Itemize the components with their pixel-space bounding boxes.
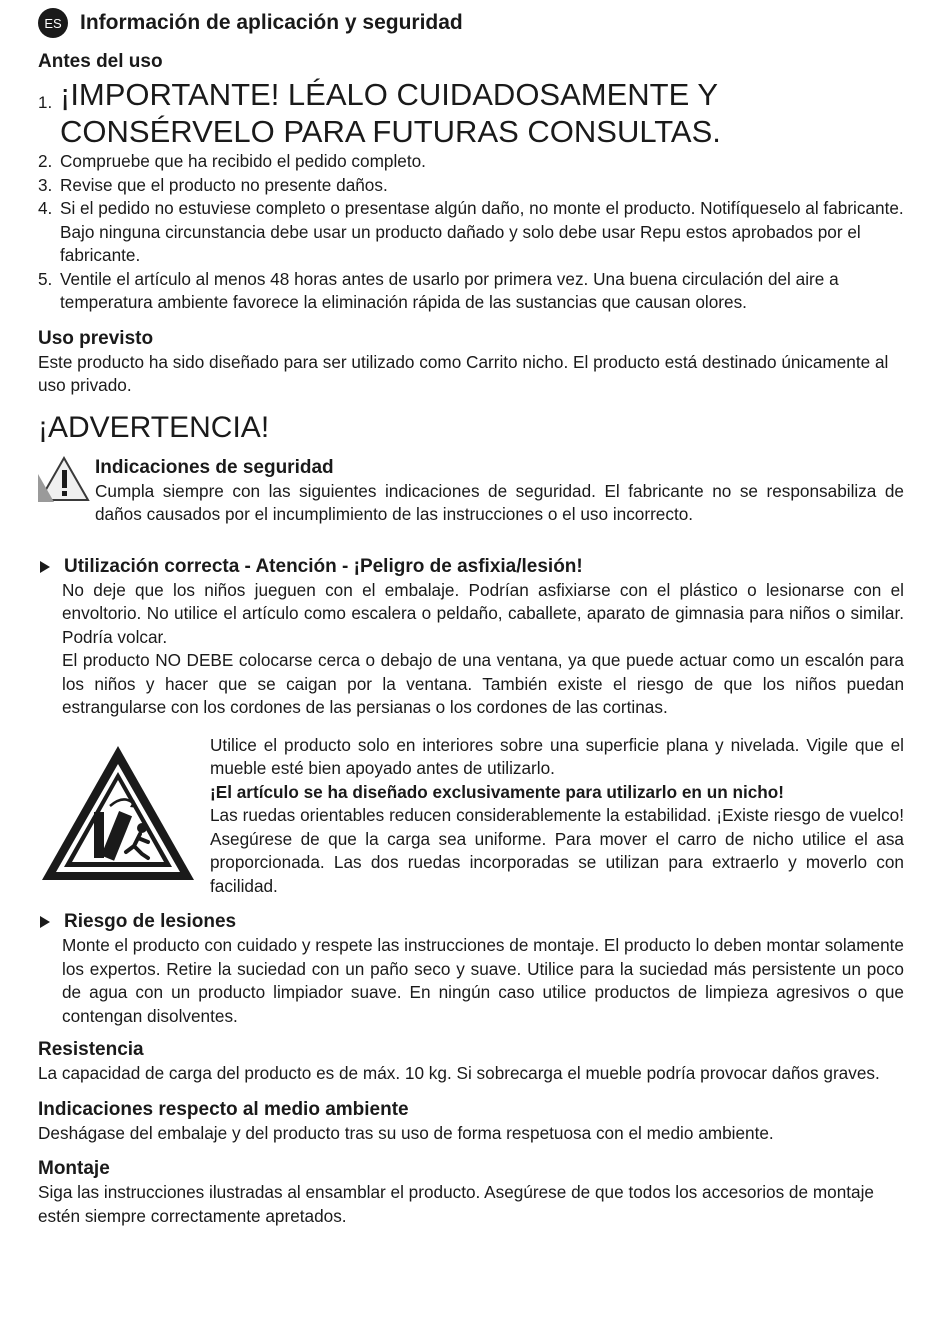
list-item: [38, 197, 904, 268]
correct-use-heading: [38, 555, 904, 579]
page-header: [38, 8, 904, 38]
injury-heading-text: Riesgo de lesiones: [64, 911, 237, 932]
safety-heading: Indicaciones de seguridad: [95, 456, 334, 478]
item-number: 3.: [38, 174, 53, 195]
injury-section: [38, 910, 904, 1028]
injury-heading: [38, 910, 904, 934]
tipping-paragraph: Las ruedas orientables reducen considerablemente la estabilidad. ¡Existe riesgo de vuelco! Asegúrese de que la carga sea uniforme. Para mover el carro de nicho utilice el asa proporcionada. Las dos ruedas incorporadas se utilizan para extraerlo y moverlo con facilidad.: [210, 805, 904, 896]
warning-title: ¡ADVERTENCIA!: [38, 410, 270, 444]
environment-text: Deshágase del embalaje y del producto tras su uso de forma respetuosa con el medio ambiente.: [38, 1122, 774, 1143]
list-item: [38, 174, 904, 198]
item-number: 5.: [38, 268, 53, 289]
correct-use-section: [38, 555, 904, 899]
item-number: 1.: [38, 93, 53, 112]
assembly-text: Siga las instrucciones ilustradas al ensamblar el producto. Asegúrese de que todos los accesorios de montaje estén siempre correctamente apretados.: [38, 1182, 874, 1226]
document-page: [38, 8, 904, 1228]
safety-block: [38, 456, 904, 527]
list-item: [38, 150, 904, 174]
assembly-heading: Montaje: [38, 1158, 110, 1179]
important-text: ¡IMPORTANTE! LÉALO CUIDADOSAMENTE Y CONSÉRVELO PARA FUTURAS CONSULTAS.: [60, 77, 721, 149]
item-text: Revise que el producto no presente daños.: [60, 174, 388, 195]
before-use-heading: Antes del uso: [38, 51, 163, 72]
item-text: Ventile el artículo al menos 48 horas antes de usarlo por primera vez. Una buena circulación del aire a temperatura ambiente favorece la eliminación rápida de las sustancias que causan olores.: [60, 268, 839, 312]
page-title: Información de aplicación y seguridad: [80, 11, 463, 34]
tipping-hazard-icon: [38, 734, 210, 899]
important-notice: [38, 76, 904, 150]
resistance-text: La capacidad de carga del producto es de máx. 10 kg. Si sobrecarga el mueble podría provocar daños graves.: [38, 1063, 880, 1083]
safety-text: Cumpla siempre con las siguientes indicaciones de seguridad. El fabricante no se responsabiliza de daños causados por el incumplimiento de las instrucciones o el uso incorrecto.: [95, 480, 904, 524]
tipping-paragraph: Utilice el producto solo en interiores sobre una superficie plana y nivelada. Vigile que el mueble esté bien apoyado antes de utilizarlo.: [210, 734, 904, 778]
warning-triangle-icon: [38, 456, 95, 527]
intended-use-heading: Uso previsto: [38, 327, 154, 349]
item-text: Compruebe que ha recibido el pedido completo.: [60, 151, 426, 171]
environment-heading: Indicaciones respecto al medio ambiente: [38, 1098, 409, 1120]
intended-use-text: Este producto ha sido diseñado para ser utilizado como Carrito nicho. El producto está destinado únicamente al uso privado.: [38, 351, 889, 395]
correct-use-paragraph: No deje que los niños jueguen con el embalaje. Podrían asfixiarse con el plástico o lesionarse con el envoltorio. No utilice el artículo como escalera o peldaño, caballete, aparato de gimnasia para niños o similar. Podría volcar.: [62, 579, 904, 647]
item-number: 4.: [38, 198, 53, 218]
item-text: Si el pedido no estuviese completo o presentase algún daño, no monte el producto. Notifíqueselo al fabricante. Bajo ninguna circunstancia debe usar un producto dañado y solo debe usar Repu estos aprobados por el fabricante.: [60, 198, 904, 265]
language-badge: ES: [38, 8, 68, 38]
injury-text: Monte el producto con cuidado y respete las instrucciones de montaje. El producto lo deben montar solamente los expertos. Retire la suciedad con un paño seco y suave. Utilice para la suciedad más persistente un poco de agua con un producto limpiador suave. En ningún caso utilice productos de limpieza agresivos o que contengan disolventes.: [62, 935, 904, 1026]
correct-use-paragraph: El producto NO DEBE colocarse cerca o debajo de una ventana, ya que puede actuar como un escalón para los niños y hacer que se caigan por la ventana. También existe el riesgo de que los niños puedan estrangularse con los cordones de las persianas o los cordones de las cortinas.: [62, 650, 904, 717]
niche-only-notice: ¡El artículo se ha diseñado exclusivamente para utilizarlo en un nicho!: [210, 781, 785, 802]
list-item: [38, 268, 904, 315]
resistance-heading: Resistencia: [38, 1039, 144, 1060]
correct-use-heading-text: Utilización correcta - Atención - ¡Peligro de asfixia/lesión!: [64, 555, 583, 577]
arrow-bullet-icon: [40, 916, 50, 928]
tipping-warning-block: [38, 734, 904, 899]
arrow-bullet-icon: [40, 561, 50, 573]
item-number: 2.: [38, 151, 53, 171]
